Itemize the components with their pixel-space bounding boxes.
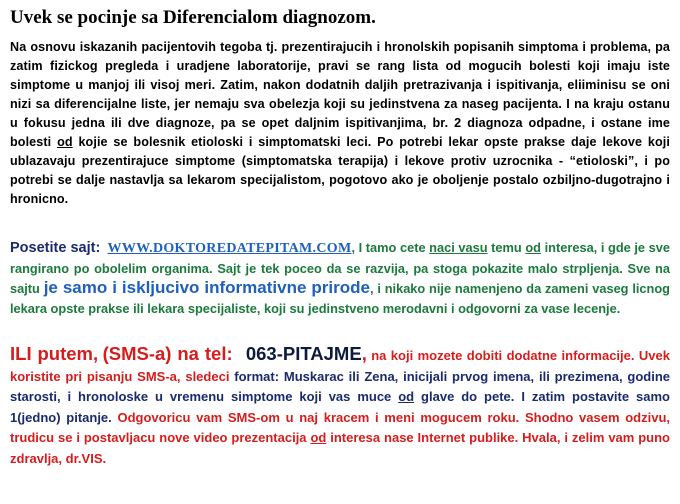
word-od: od [398, 389, 415, 404]
paragraph-diagnosis-text-2: kojie se bolesnik etioloski i simptomatski leci. Po potrebi lekar opste prakse daje lekove koji ublazavaju prezentirajuce simptome (simptomatska terapija) i lekove protiv uzrocnika - “etioloski”, i po potrebi se dalje nastavlja sa lekarom specijalistom, pogotovo ako je oboljenje postalo ozbiljno-dugotrajno i hronicno. [10, 135, 671, 206]
sms-heading-1: ILI putem, [10, 343, 99, 364]
informative-notice: je samo i iskljucivo informativne prirode [43, 278, 370, 297]
paragraph-sms [10, 344, 670, 469]
paragraph-website [10, 238, 670, 318]
sms-text-navy-2: glave do pete. I zatim postavite samo 1(jedno) pitanje. [10, 389, 670, 425]
phone-number: 063-PITAJME [245, 343, 362, 364]
paragraph-diagnosis [10, 38, 670, 209]
website-text-2: temu [487, 240, 526, 255]
website-text-1: , I tamo cete [351, 240, 430, 255]
website-text-3: interesa, i gde je sve rangirano po obolelim organima. Sajt je tek poceo da se razvija, pa stoga pokazite malo strpljenja. Sve na sajtu [10, 240, 670, 296]
website-link[interactable]: WWW.DOKTOREDATEPITAM.COM [107, 241, 352, 256]
sms-text-red-3: interesa nase Internet publike. Hvala, i zelim vam puno zdravlja, dr.VIS. [10, 430, 671, 466]
sms-text-navy-1: format: Muskarac ili Zena, inicijali prvog imena, ili prezimena, godine starosti, i hronoloske u vremenu simptome koji vas muce [10, 368, 670, 404]
sms-text-red-2: Odgovoricu vam SMS-om u naj kracem i meni mogucem roku. Shodno vasem odzivu, trudicu se i postavljacu nove video prezentacija [10, 409, 671, 445]
visit-site-lead: Posetite sajt: [10, 240, 101, 256]
paragraph-diagnosis-text-1: Na osnovu iskazanih pacijentovih tegoba tj. prezentirajucih i hronolskih popisanih simptoma i problema, pa zatim fizickog pregleda i uradjene laboratorije, pravi se rang lista od mogucih bolesti koji imaju iste simptome u manjoj ili visoj meri. Zatim, nakon dodatnih daljih pretrazivanja i ispitivanja, eliiminisu se oni nizi sa diferencijalne liste, jer nemaju sva obelezja koji su jedinstvena za naseg pacijenta. I na kraju ostanu u fokusu jedna ili dve diagnoze, pa se opet daljnim ispitivanjima, br. 2 diagnoza odpadne, i ostane ime bolesti [10, 40, 670, 149]
phone-comma: , [361, 343, 367, 364]
sms-heading-2: (SMS-a) na tel: [102, 343, 233, 364]
document-title: Uvek se pocinje sa Diferencialom diagnozom. [10, 7, 376, 28]
word-naci-vasu: naci vasu [429, 240, 488, 255]
word-od: od [57, 135, 73, 149]
website-text-4: , i nikako nije namenjeno da zameni vaseg licnog lekara opste prakse ili lekara specijaliste, koji su jedinstveno merodavni i odgovorni za vase lecenje. [10, 281, 670, 316]
word-od: od [525, 240, 541, 255]
sms-text-red-1: na koji mozete dobiti dodatne informacije. Uvek koristite pri pisanju SMS-a, sledeci [10, 348, 670, 384]
word-od: od [310, 430, 327, 445]
